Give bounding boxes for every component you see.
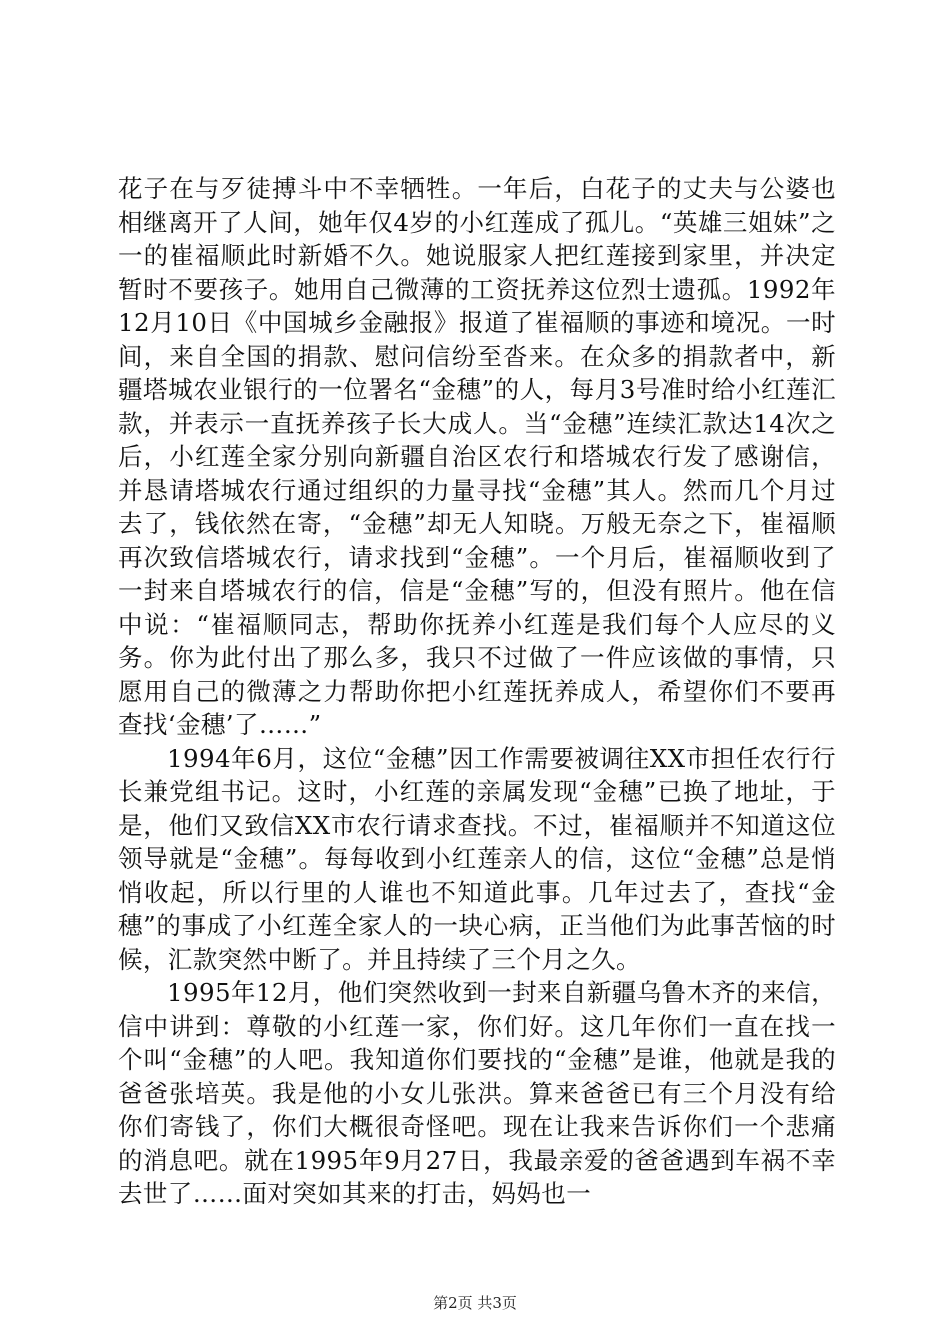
document-body: [118, 172, 836, 1211]
page-footer: [0, 1292, 950, 1313]
paragraph-2: 1994年6月，这位“金穗”因工作需要被调往XX市担任农行行长兼党组书记。这时，小红莲的亲属发现“金穗”已换了地址，于是，他们又致信XX市农行请求查找。不过，崔福顺并不知道这位领导就是“金穗”。每每收到小红莲亲人的信，这位“金穗”总是悄悄收起，所以行里的人谁也不知道此事。几年过去了，查找“金穗”的事成了小红莲全家人的一块心病，正当他们为此事苦恼的时候，汇款突然中断了。并且持续了三个月之久。: [118, 743, 836, 974]
page-number: 第2页 共3页: [433, 1294, 517, 1312]
paragraph-1: 花子在与歹徒搏斗中不幸牺牲。一年后，白花子的丈夫与公婆也相继离开了人间，她年仅4岁的小红莲成了孤儿。“英雄三姐妹”之一的崔福顺此时新婚不久。她说服家人把红莲接到家里，并决定暂时不要孩子。她用自己微薄的工资抚养这位烈士遗孤。1992年12月10日《中国城乡金融报》报道了崔福顺的事迹和境况。一时间，来自全国的捐款、慰问信纷至沓来。在众多的捐款者中，新疆塔城农业银行的一位署名“金穗”的人，每月3号准时给小红莲汇款，并表示一直抚养孩子长大成人。当“金穗”连续汇款达14次之后，小红莲全家分别向新疆自治区农行和塔城农行发了感谢信，并恳请塔城农行通过组织的力量寻找“金穗”其人。然而几个月过去了，钱依然在寄，“金穗”却无人知晓。万般无奈之下，崔福顺再次致信塔城农行，请求找到“金穗”。一个月后，崔福顺收到了一封来自塔城农行的信，信是“金穗”写的，但没有照片。他在信中说：“崔福顺同志，帮助你抚养小红莲是我们每个人应尽的义务。你为此付出了那么多，我只不过做了一件应该做的事情，只愿用自己的微薄之力帮助你把小红莲抚养成人，希望你们不要再查找‘金穗’了……”: [118, 174, 836, 739]
paragraph-3: 1995年12月，他们突然收到一封来自新疆乌鲁木齐的来信，信中讲到：尊敬的小红莲一家，你们好。这几年你们一直在找一个叫“金穗”的人吧。我知道你们要找的“金穗”是谁，他就是我的爸爸张培英。我是他的小女儿张洪。算来爸爸已有三个月没有给你们寄钱了，你们大概很奇怪吧。现在让我来告诉你们一个悲痛的消息吧。就在1995年9月27日，我最亲爱的爸爸遇到车祸不幸去世了……面对突如其来的打击，妈妈也一: [118, 978, 836, 1208]
